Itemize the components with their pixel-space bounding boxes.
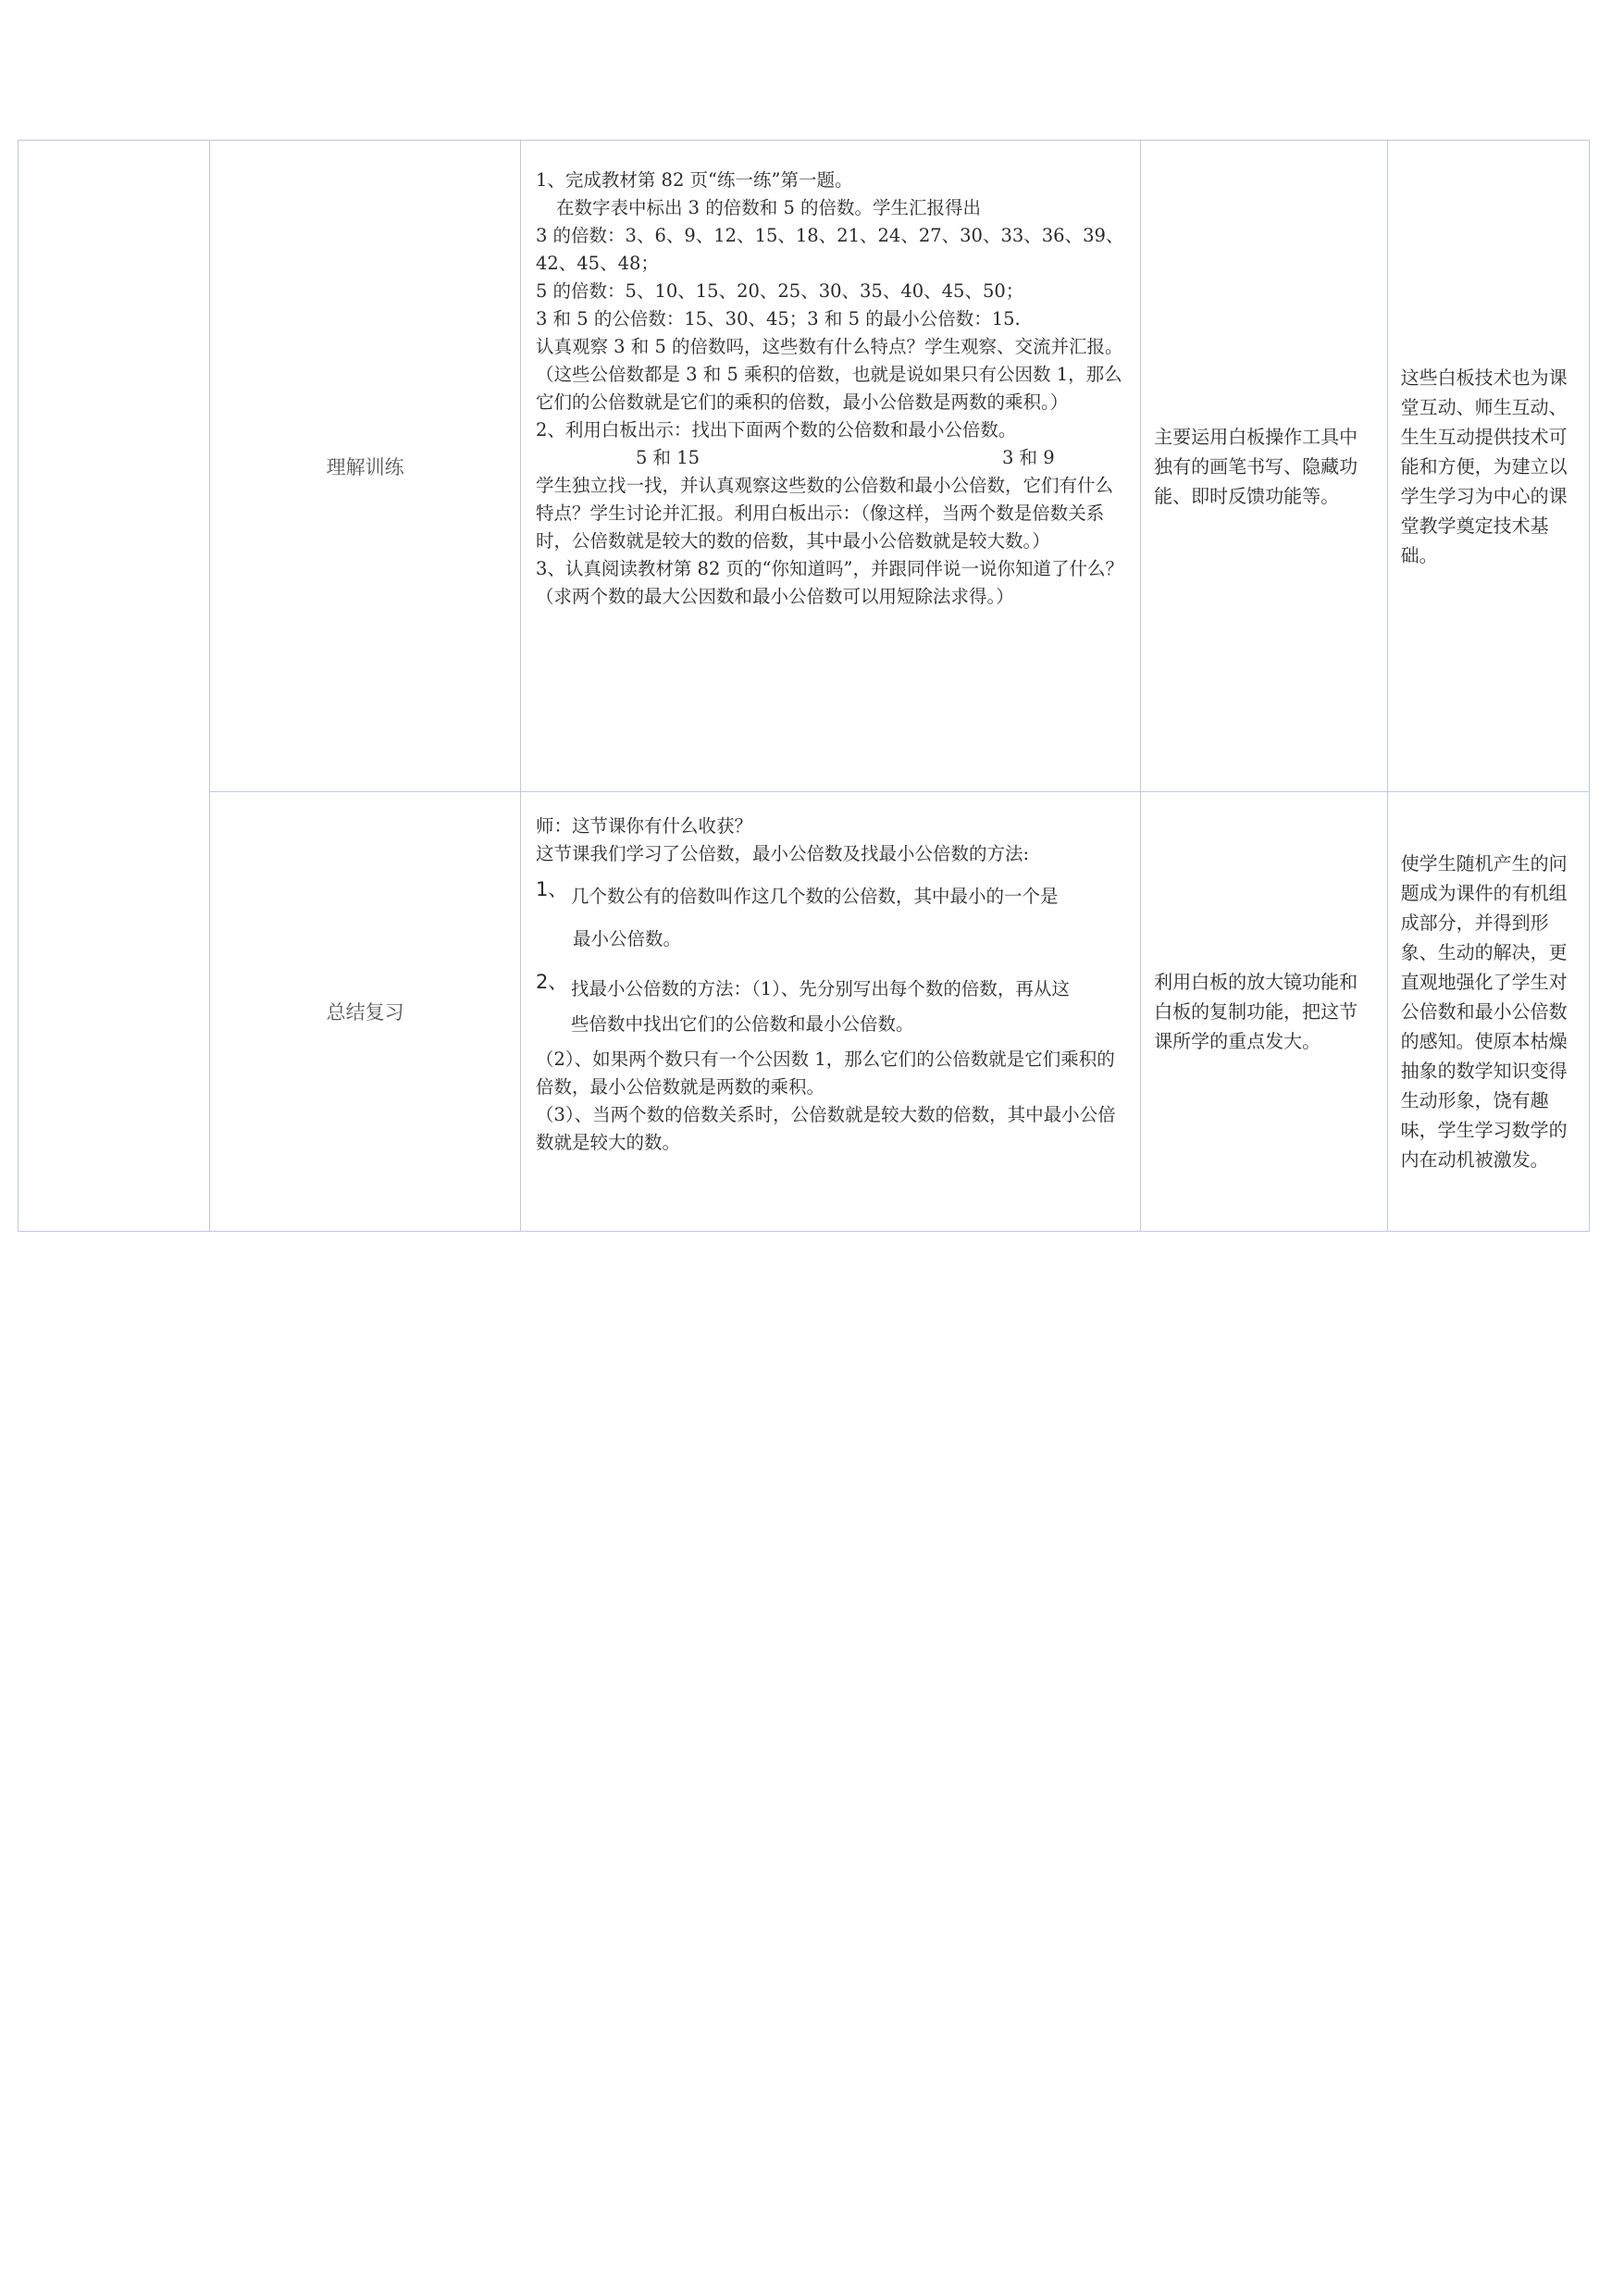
tech-cell [1141,141,1387,792]
tech-text: 利用白板的放大镜功能和白板的复制功能，把这节课所学的重点发大。 [1154,971,1358,1052]
method-2: （2）、如果两个数只有一个公因数 1，那么它们的公倍数就是它们乘积的倍数，最小公倍数就是两数的乘积。 [535,1049,1115,1098]
note-cell [1387,141,1589,792]
step-3-note: （求两个数的最大公因数和最小公倍数可以用短除法求得。） [535,586,1014,607]
item-1-line-1: 几个数公有的倍数叫作这几个数的公倍数，其中最小的一个是 [570,886,1059,907]
tech-cell [1141,792,1387,1232]
stage-label: 理解训练 [210,141,521,792]
blank-merged-cell [19,141,210,1232]
step-2-desc: 学生独立找一找，并认真观察这些数的公倍数和最小公倍数，它们有什么特点？学生讨论并汇报。利用白板出示：（像这样，当两个数是倍数关系时，公倍数就是较大的数的倍数，其中最小公倍数就是较大数。） [535,475,1113,552]
method-3: （3）、当两个数的倍数关系时，公倍数就是较大数的倍数，其中最小公倍数就是较大的数。 [535,1104,1116,1153]
item-number: 2、 [535,971,568,993]
summary-question: 师：这节课你有什么收获？ [535,815,752,837]
summary-item-1 [536,875,1125,961]
note-text: 这些白板技术也为课堂互动、师生互动、生生互动提供技术可能和方便，为建立以学生学习为中心的课堂教学奠定技术基础。 [1400,366,1568,566]
table-row-summary [19,792,1590,1232]
summary-item-2 [536,968,1125,1038]
observation-text: 认真观察 3 和 5 的倍数吗，这些数有什么特点？学生观察、交流并汇报。（这些公倍数都是 3 和 5 乘积的倍数，也就是说如果只有公因数 1，那么它们的公倍数就是它们的乘积的倍数，最小公倍数是两数的乘积。） [535,336,1123,413]
lesson-plan-table [18,140,1590,1232]
item-1-line-2: 最小公倍数。 [572,928,681,949]
summary-content [520,792,1140,1232]
item-2-line-2: 些倍数中找出它们的公倍数和最小公倍数。 [570,1013,914,1035]
number-pairs [536,444,1125,472]
stage-label: 总结复习 [210,792,521,1232]
multiples-of-3: 3 的倍数：3、6、9、12、15、18、21、24、27、30、33、36、39、42、45、48； [535,225,1124,274]
tech-text: 主要运用白板操作工具中独有的画笔书写、隐藏功能、即时反馈功能等。 [1154,425,1358,507]
table-row-understanding [19,141,1590,792]
item-2-line-1: 找最小公倍数的方法：（1）、先分别写出每个数的倍数，再从这 [570,978,1070,999]
step-3-title: 3、认真阅读教材第 82 页的“你知道吗”，并跟同伴说一说你知道了什么？ [535,558,1123,579]
activity-content [520,141,1140,792]
step-1-desc: 在数字表中标出 3 的倍数和 5 的倍数。学生汇报得出 [555,197,982,218]
step-2-title: 2、利用白板出示：找出下面两个数的公倍数和最小公倍数。 [535,419,1017,441]
note-text: 使学生随机产生的问题成为课件的有机组成部分，并得到形象、生动的解决，更直观地强化了学生对公倍数和最小公倍数的感知。使原本枯燥抽象的数学知识变得生动形象，饶有趣味，学生学习数学的内在动机被激发。 [1400,852,1568,1171]
pair-3-9: 3 和 9 [1001,447,1055,468]
item-number: 1、 [535,878,568,900]
step-1-title: 1、完成教材第 82 页“练一练”第一题。 [535,169,853,191]
pair-5-15: 5 和 15 [635,447,700,468]
multiples-of-5: 5 的倍数：5、10、15、20、25、30、35、40、45、50； [535,280,1024,302]
summary-intro: 这节课我们学习了公倍数，最小公倍数及找最小公倍数的方法: [535,843,1030,864]
note-cell [1387,792,1589,1232]
common-multiples: 3 和 5 的公倍数：15、30、45；3 和 5 的最小公倍数：15. [535,308,1021,329]
